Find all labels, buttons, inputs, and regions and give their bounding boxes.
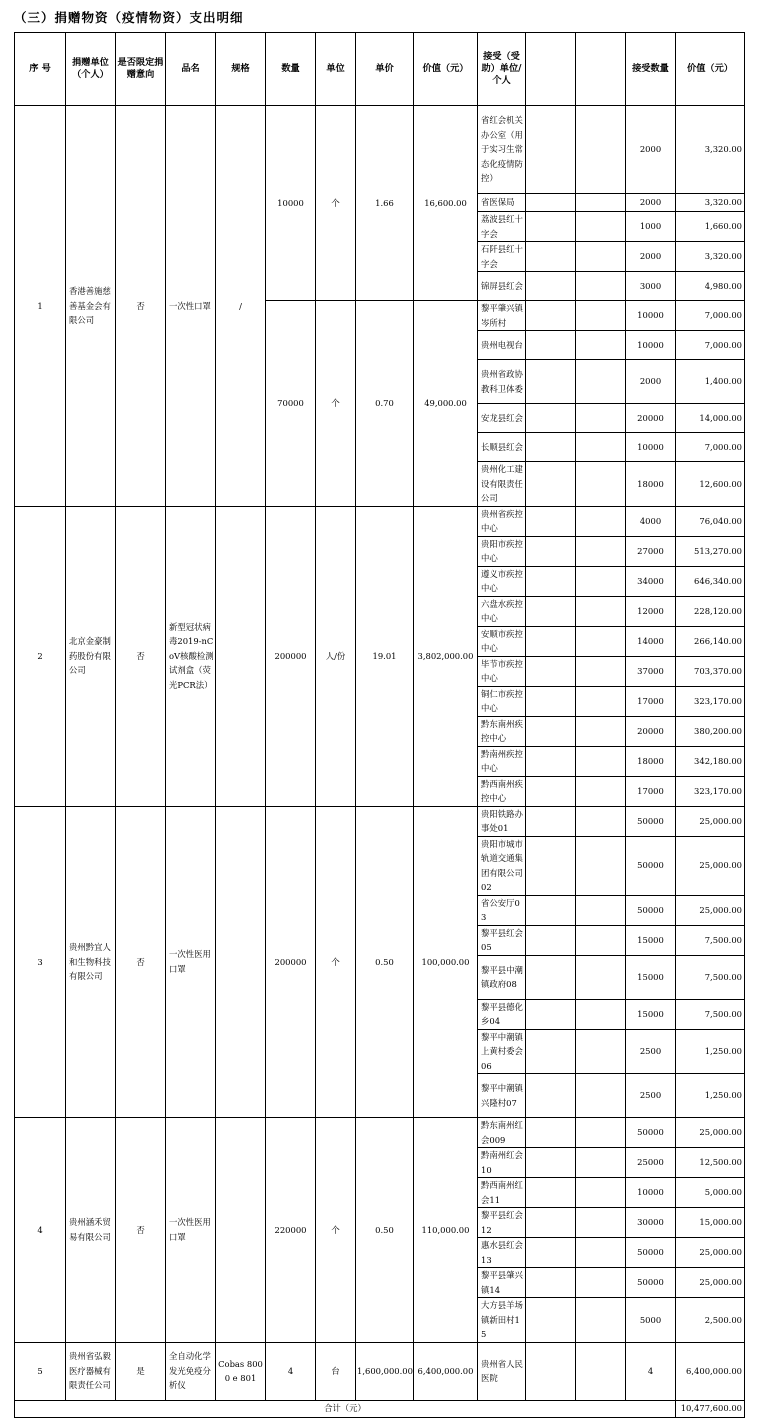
blank-cell [576, 999, 626, 1029]
recv-value-cell: 3,320.00 [676, 194, 745, 212]
blank-cell [576, 272, 626, 301]
recv-value-cell: 14,000.00 [676, 404, 745, 433]
recv-value-cell: 1,250.00 [676, 1029, 745, 1074]
seq-cell: 3 [15, 806, 66, 1118]
restricted-cell: 否 [116, 806, 166, 1118]
item-cell: 新型冠状病毒2019-nCoV核酸检测试剂盒（荧光PCR法） [166, 506, 216, 806]
recv-qty-cell: 34000 [626, 566, 676, 596]
recipient-cell: 贵州化工建设有限责任公司 [478, 462, 526, 507]
blank-cell [576, 566, 626, 596]
qty-cell: 200000 [266, 806, 316, 1118]
price-cell: 0.50 [356, 1118, 414, 1343]
qty-cell: 220000 [266, 1118, 316, 1343]
item-cell: 全自动化学发光免疫分析仪 [166, 1342, 216, 1400]
restricted-cell: 否 [116, 1118, 166, 1343]
header-restricted: 是否限定捐赠意向 [116, 33, 166, 106]
blank-cell [526, 955, 576, 999]
total-value: 10,477,600.00 [676, 1400, 745, 1417]
value-cell: 3,802,000.00 [414, 506, 478, 806]
recv-qty-cell: 17000 [626, 686, 676, 716]
value-cell: 100,000.00 [414, 806, 478, 1118]
recv-qty-cell: 15000 [626, 999, 676, 1029]
recv-qty-cell: 18000 [626, 746, 676, 776]
blank-cell [576, 1342, 626, 1400]
recv-qty-cell: 20000 [626, 404, 676, 433]
recv-qty-cell: 10000 [626, 331, 676, 360]
blank-cell [526, 433, 576, 462]
total-label: 合计（元） [15, 1400, 676, 1417]
blank-cell [526, 536, 576, 566]
recipient-cell: 贵州省政协教科卫体委 [478, 360, 526, 404]
recv-value-cell: 25,000.00 [676, 1118, 745, 1148]
recipient-cell: 黎平肇兴镇岑所村 [478, 301, 526, 331]
recv-qty-cell: 2000 [626, 360, 676, 404]
value-cell: 6,400,000.00 [414, 1342, 478, 1400]
recv-value-cell: 7,000.00 [676, 301, 745, 331]
recv-value-cell: 25,000.00 [676, 895, 745, 925]
recv-qty-cell: 14000 [626, 626, 676, 656]
recv-qty-cell: 50000 [626, 1268, 676, 1298]
blank-cell [526, 999, 576, 1029]
recv-value-cell: 4,980.00 [676, 272, 745, 301]
blank-cell [576, 360, 626, 404]
qty-cell: 4 [266, 1342, 316, 1400]
recv-value-cell: 7,000.00 [676, 331, 745, 360]
recv-value-cell: 12,600.00 [676, 462, 745, 507]
recv-value-cell: 1,660.00 [676, 212, 745, 242]
recv-value-cell: 2,500.00 [676, 1298, 745, 1343]
recipient-cell: 长顺县红会 [478, 433, 526, 462]
recv-value-cell: 228,120.00 [676, 596, 745, 626]
blank-cell [576, 1118, 626, 1148]
spec-cell: Cobas 8000 e 801 [216, 1342, 266, 1400]
blank-cell [526, 626, 576, 656]
recipient-cell: 贵州省疾控中心 [478, 506, 526, 536]
table-row [15, 1118, 745, 1148]
blank-cell [576, 506, 626, 536]
blank-cell [576, 433, 626, 462]
blank-cell [526, 836, 576, 895]
blank-cell [526, 1074, 576, 1118]
recv-value-cell: 25,000.00 [676, 836, 745, 895]
recipient-cell: 黎平县肇兴镇14 [478, 1268, 526, 1298]
blank-cell [526, 331, 576, 360]
blank-cell [576, 746, 626, 776]
recv-value-cell: 25,000.00 [676, 1268, 745, 1298]
blank-cell [576, 1268, 626, 1298]
table-row [15, 806, 745, 836]
recipient-cell: 安顺市疾控中心 [478, 626, 526, 656]
qty-cell: 10000 [266, 106, 316, 301]
value-cell: 49,000.00 [414, 301, 478, 507]
blank-cell [526, 462, 576, 507]
recv-qty-cell: 18000 [626, 462, 676, 507]
recv-value-cell: 3,320.00 [676, 242, 745, 272]
recipient-cell: 黎平县红会05 [478, 925, 526, 955]
recv-qty-cell: 2500 [626, 1074, 676, 1118]
blank-cell [526, 506, 576, 536]
blank-cell [526, 1268, 576, 1298]
blank-cell [576, 895, 626, 925]
recv-value-cell: 646,340.00 [676, 566, 745, 596]
header-unit: 单位 [316, 33, 356, 106]
recipient-cell: 六盘水疾控中心 [478, 596, 526, 626]
recipient-cell: 黔西南州疾控中心 [478, 776, 526, 806]
price-cell: 0.50 [356, 806, 414, 1118]
recv-value-cell: 76,040.00 [676, 506, 745, 536]
blank-cell [576, 1298, 626, 1343]
recv-qty-cell: 30000 [626, 1208, 676, 1238]
blank-cell [576, 656, 626, 686]
recv-qty-cell: 10000 [626, 1178, 676, 1208]
blank-cell [526, 1238, 576, 1268]
blank-cell [576, 242, 626, 272]
recv-qty-cell: 37000 [626, 656, 676, 686]
blank-cell [526, 404, 576, 433]
blank-cell [576, 1074, 626, 1118]
recv-qty-cell: 50000 [626, 806, 676, 836]
recv-qty-cell: 10000 [626, 433, 676, 462]
price-cell: 1,600,000.00 [356, 1342, 414, 1400]
page-title: （三）捐赠物资（疫情物资）支出明细 [14, 10, 244, 25]
recv-qty-cell: 50000 [626, 836, 676, 895]
recv-value-cell: 15,000.00 [676, 1208, 745, 1238]
unit-cell: 个 [316, 806, 356, 1118]
recipient-cell: 贵州省人民医院 [478, 1342, 526, 1400]
blank-cell [576, 806, 626, 836]
recv-qty-cell: 27000 [626, 536, 676, 566]
donor-cell: 贵州黔宜人和生物科技有限公司 [66, 806, 116, 1118]
blank-cell [576, 836, 626, 895]
recipient-cell: 省红会机关办公室（用于实习生常态化疫情防控） [478, 106, 526, 194]
blank-cell [526, 242, 576, 272]
restricted-cell: 否 [116, 506, 166, 806]
seq-cell: 5 [15, 1342, 66, 1400]
header-row [15, 33, 745, 106]
table-row [15, 506, 745, 536]
blank-cell [526, 1148, 576, 1178]
blank-cell [526, 596, 576, 626]
recv-qty-cell: 15000 [626, 955, 676, 999]
blank-cell [576, 212, 626, 242]
header-seq: 序 号 [15, 33, 66, 106]
blank-cell [526, 272, 576, 301]
recv-value-cell: 12,500.00 [676, 1148, 745, 1178]
recipient-cell: 贵阳市城市轨道交通集团有限公司02 [478, 836, 526, 895]
blank-cell [526, 1029, 576, 1074]
recv-qty-cell: 25000 [626, 1148, 676, 1178]
recv-qty-cell: 50000 [626, 1118, 676, 1148]
recipient-cell: 省医保局 [478, 194, 526, 212]
recv-value-cell: 7,500.00 [676, 955, 745, 999]
blank-cell [526, 106, 576, 194]
price-cell: 1.66 [356, 106, 414, 301]
recipient-cell: 黔东南州红会009 [478, 1118, 526, 1148]
header-recv-value: 价值（元） [676, 33, 745, 106]
recv-value-cell: 7,500.00 [676, 999, 745, 1029]
recipient-cell: 黔南州红会10 [478, 1148, 526, 1178]
recv-value-cell: 5,000.00 [676, 1178, 745, 1208]
recipient-cell: 遵义市疾控中心 [478, 566, 526, 596]
blank-cell [576, 716, 626, 746]
spec-cell [216, 506, 266, 806]
blank-cell [576, 686, 626, 716]
blank-cell [526, 776, 576, 806]
blank-cell [526, 194, 576, 212]
unit-cell: 台 [316, 1342, 356, 1400]
recv-value-cell: 266,140.00 [676, 626, 745, 656]
recv-value-cell: 7,500.00 [676, 925, 745, 955]
table-row [15, 1342, 745, 1400]
recipient-cell: 锦屏县红会 [478, 272, 526, 301]
seq-cell: 1 [15, 106, 66, 507]
recipient-cell: 黔东南州疾控中心 [478, 716, 526, 746]
recipient-cell: 黔南州疾控中心 [478, 746, 526, 776]
spec-cell: / [216, 106, 266, 507]
recv-value-cell: 25,000.00 [676, 1238, 745, 1268]
blank-cell [576, 536, 626, 566]
blank-cell [526, 716, 576, 746]
blank-cell [576, 106, 626, 194]
recv-qty-cell: 2500 [626, 1029, 676, 1074]
blank-cell [576, 301, 626, 331]
donation-expense-table [14, 32, 745, 1418]
recipient-cell: 荔波县红十字会 [478, 212, 526, 242]
recipient-cell: 黎平中潮镇兴隆村07 [478, 1074, 526, 1118]
qty-cell: 200000 [266, 506, 316, 806]
recv-value-cell: 25,000.00 [676, 806, 745, 836]
blank-cell [576, 1178, 626, 1208]
recv-value-cell: 513,270.00 [676, 536, 745, 566]
blank-cell [526, 806, 576, 836]
restricted-cell: 是 [116, 1342, 166, 1400]
recipient-cell: 贵阳铁路办事处01 [478, 806, 526, 836]
recv-value-cell: 323,170.00 [676, 776, 745, 806]
donor-cell: 香港善施慈善基金会有限公司 [66, 106, 116, 507]
recipient-cell: 黎平中潮镇上黄村委会06 [478, 1029, 526, 1074]
header-blank-2 [576, 33, 626, 106]
header-donor: 捐赠单位（个人） [66, 33, 116, 106]
blank-cell [526, 686, 576, 716]
recv-qty-cell: 4000 [626, 506, 676, 536]
unit-cell: 个 [316, 1118, 356, 1343]
blank-cell [576, 331, 626, 360]
recv-value-cell: 6,400,000.00 [676, 1342, 745, 1400]
header-item: 品名 [166, 33, 216, 106]
header-qty: 数量 [266, 33, 316, 106]
recv-qty-cell: 15000 [626, 925, 676, 955]
donor-cell: 贵州涵禾贸易有限公司 [66, 1118, 116, 1343]
recv-qty-cell: 17000 [626, 776, 676, 806]
recipient-cell: 大方县羊场镇新田村15 [478, 1298, 526, 1343]
recipient-cell: 毕节市疾控中心 [478, 656, 526, 686]
header-value: 价值（元） [414, 33, 478, 106]
blank-cell [526, 566, 576, 596]
header-recipient: 接受（受助）单位/个人 [478, 33, 526, 106]
recv-qty-cell: 10000 [626, 301, 676, 331]
recv-value-cell: 1,400.00 [676, 360, 745, 404]
spec-cell [216, 806, 266, 1118]
blank-cell [526, 1118, 576, 1148]
header-spec: 规格 [216, 33, 266, 106]
blank-cell [526, 925, 576, 955]
recipient-cell: 省公安厅03 [478, 895, 526, 925]
recv-value-cell: 3,320.00 [676, 106, 745, 194]
recipient-cell: 石阡县红十字会 [478, 242, 526, 272]
recv-value-cell: 7,000.00 [676, 433, 745, 462]
qty-cell: 70000 [266, 301, 316, 507]
recipient-cell: 惠水县红会13 [478, 1238, 526, 1268]
recv-qty-cell: 50000 [626, 1238, 676, 1268]
recipient-cell: 贵阳市疾控中心 [478, 536, 526, 566]
recipient-cell: 黎平县中潮镇政府08 [478, 955, 526, 999]
blank-cell [576, 1238, 626, 1268]
blank-cell [526, 360, 576, 404]
restricted-cell: 否 [116, 106, 166, 507]
recv-qty-cell: 2000 [626, 194, 676, 212]
unit-cell: 个 [316, 106, 356, 301]
blank-cell [576, 955, 626, 999]
header-blank-1 [526, 33, 576, 106]
blank-cell [526, 1298, 576, 1343]
seq-cell: 2 [15, 506, 66, 806]
blank-cell [526, 656, 576, 686]
blank-cell [576, 1208, 626, 1238]
item-cell: 一次性医用口罩 [166, 806, 216, 1118]
recipient-cell: 安龙县红会 [478, 404, 526, 433]
blank-cell [576, 925, 626, 955]
recv-qty-cell: 5000 [626, 1298, 676, 1343]
recv-qty-cell: 2000 [626, 242, 676, 272]
recv-value-cell: 380,200.00 [676, 716, 745, 746]
header-recv-qty: 接受数量 [626, 33, 676, 106]
blank-cell [576, 194, 626, 212]
spec-cell [216, 1118, 266, 1343]
recipient-cell: 黎平县红会12 [478, 1208, 526, 1238]
recv-qty-cell: 20000 [626, 716, 676, 746]
donor-cell: 北京金豪制药股份有限公司 [66, 506, 116, 806]
blank-cell [576, 462, 626, 507]
donor-cell: 贵州省弘毅医疗器械有限责任公司 [66, 1342, 116, 1400]
price-cell: 0.70 [356, 301, 414, 507]
recv-qty-cell: 3000 [626, 272, 676, 301]
blank-cell [576, 776, 626, 806]
recv-value-cell: 342,180.00 [676, 746, 745, 776]
price-cell: 19.01 [356, 506, 414, 806]
recv-value-cell: 1,250.00 [676, 1074, 745, 1118]
blank-cell [526, 301, 576, 331]
table-row [15, 106, 745, 194]
blank-cell [526, 895, 576, 925]
recv-qty-cell: 50000 [626, 895, 676, 925]
item-cell: 一次性口罩 [166, 106, 216, 507]
recipient-cell: 黔西南州红会11 [478, 1178, 526, 1208]
blank-cell [576, 1148, 626, 1178]
total-row [15, 1400, 745, 1417]
blank-cell [526, 746, 576, 776]
blank-cell [526, 1342, 576, 1400]
blank-cell [526, 1178, 576, 1208]
blank-cell [526, 1208, 576, 1238]
recv-qty-cell: 12000 [626, 596, 676, 626]
blank-cell [576, 1029, 626, 1074]
recipient-cell: 铜仁市疾控中心 [478, 686, 526, 716]
blank-cell [576, 404, 626, 433]
recv-qty-cell: 1000 [626, 212, 676, 242]
unit-cell: 人/份 [316, 506, 356, 806]
recv-qty-cell: 2000 [626, 106, 676, 194]
recipient-cell: 贵州电视台 [478, 331, 526, 360]
header-price: 单价 [356, 33, 414, 106]
value-cell: 110,000.00 [414, 1118, 478, 1343]
recv-value-cell: 323,170.00 [676, 686, 745, 716]
recv-value-cell: 703,370.00 [676, 656, 745, 686]
recipient-cell: 黎平县德化乡04 [478, 999, 526, 1029]
recv-qty-cell: 4 [626, 1342, 676, 1400]
value-cell: 16,600.00 [414, 106, 478, 301]
item-cell: 一次性医用口罩 [166, 1118, 216, 1343]
seq-cell: 4 [15, 1118, 66, 1343]
unit-cell: 个 [316, 301, 356, 507]
blank-cell [576, 626, 626, 656]
blank-cell [526, 212, 576, 242]
blank-cell [576, 596, 626, 626]
